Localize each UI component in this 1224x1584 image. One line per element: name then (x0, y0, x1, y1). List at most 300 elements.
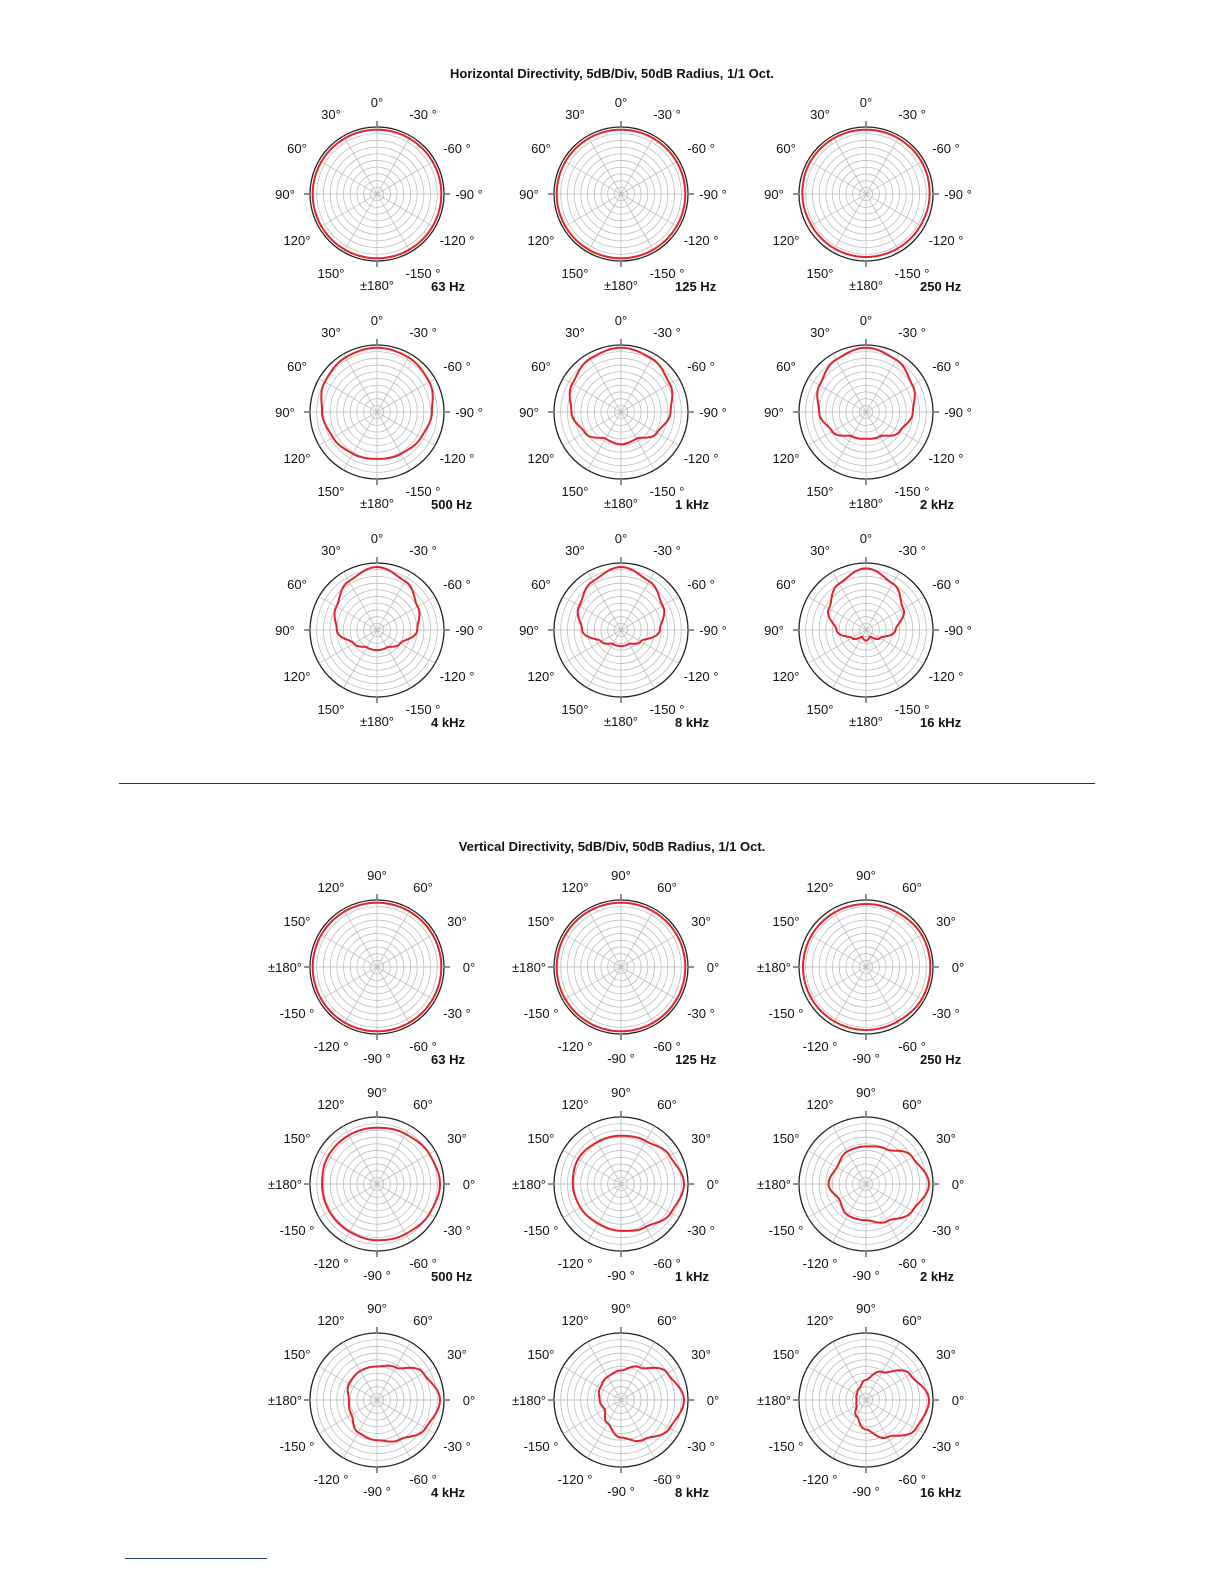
angle-label: -60 ° (653, 1472, 681, 1487)
frequency-band-label: 16 kHz (920, 1485, 962, 1500)
angle-label: 0° (370, 313, 384, 328)
polar-response-curve (829, 1146, 930, 1222)
polar-spoke (563, 161, 621, 195)
angle-label: 120° (527, 669, 555, 684)
polar-spoke (319, 967, 377, 1001)
polar-spoke (808, 161, 866, 195)
polar-spoke (588, 1126, 622, 1184)
angle-label: -150 ° (523, 1439, 559, 1454)
angle-label: 120° (317, 1097, 345, 1112)
polar-spoke (866, 136, 900, 194)
polar-spoke (377, 161, 435, 195)
polar-spoke (866, 597, 924, 631)
vertical-directivity-title: Vertical Directivity, 5dB/Div, 50dB Radius, 1/1 Oct. (458, 839, 766, 854)
angle-label: ±180° (603, 714, 639, 729)
angle-label: 30° (936, 1347, 956, 1362)
polar-spoke (621, 412, 655, 470)
polar-spoke (563, 1367, 621, 1401)
angle-label: -150 ° (405, 702, 441, 717)
angle-label: -120 ° (439, 233, 475, 248)
angle-label: -30 ° (932, 1439, 960, 1454)
angle-label: -90 ° (607, 1051, 635, 1066)
angle-label: ±180° (756, 960, 792, 975)
polar-plot-horizontal-1-khz (519, 313, 727, 512)
angle-label: 30° (691, 1131, 711, 1146)
angle-label: 30° (321, 107, 341, 122)
angle-label: 30° (565, 107, 585, 122)
angle-label: -150 ° (405, 266, 441, 281)
polar-spoke (808, 412, 866, 446)
frequency-band-label: 250 Hz (920, 1052, 962, 1067)
angle-label: 120° (283, 233, 311, 248)
angle-label: ±180° (359, 278, 395, 293)
angle-label: -150 ° (894, 702, 930, 717)
angle-label: 30° (321, 543, 341, 558)
angle-label: 60° (287, 577, 307, 592)
polar-spoke (808, 630, 866, 664)
angle-label: -150 ° (649, 702, 685, 717)
angle-label: -90 ° (455, 623, 483, 638)
polar-spoke (621, 161, 679, 195)
polar-spoke (833, 967, 867, 1025)
angle-label: 90° (519, 623, 539, 638)
angle-label: 90° (856, 1301, 876, 1316)
polar-plot-horizontal-2-khz (764, 313, 972, 512)
polar-plot-horizontal-250-hz (764, 95, 972, 294)
polar-spoke (621, 909, 655, 967)
angle-label: 120° (283, 451, 311, 466)
polar-spoke (833, 194, 867, 252)
angle-label: -30 ° (898, 325, 926, 340)
polar-spoke (344, 1184, 378, 1242)
angle-label: -90 ° (607, 1484, 635, 1499)
polar-spoke (621, 630, 679, 664)
frequency-band-label: 125 Hz (675, 1052, 717, 1067)
angle-label: 150° (772, 914, 800, 929)
angle-label: 30° (810, 107, 830, 122)
angle-label: 0° (370, 531, 384, 546)
polar-spoke (563, 1151, 621, 1185)
angle-label: 150° (806, 484, 834, 499)
angle-label: -60 ° (653, 1256, 681, 1271)
angle-label: -60 ° (898, 1256, 926, 1271)
angle-label: 90° (764, 187, 784, 202)
angle-label: 30° (810, 543, 830, 558)
angle-label: -150 ° (279, 1223, 315, 1238)
angle-label: 150° (527, 914, 555, 929)
polar-response-curve (599, 1366, 684, 1441)
angle-label: 60° (657, 1313, 677, 1328)
angle-label: 120° (283, 669, 311, 684)
polar-spoke (344, 967, 378, 1025)
polar-spoke (833, 1184, 867, 1242)
polar-spoke (563, 630, 621, 664)
angle-label: 90° (764, 623, 784, 638)
angle-label: 60° (902, 880, 922, 895)
polar-spoke (621, 967, 679, 1001)
angle-label: ±180° (603, 278, 639, 293)
angle-label: 90° (856, 868, 876, 883)
angle-label: -90 ° (699, 187, 727, 202)
polar-plot-vertical-2-khz (757, 1085, 964, 1284)
angle-label: 150° (283, 914, 311, 929)
angle-label: 150° (561, 266, 589, 281)
angle-label: -120 ° (313, 1256, 349, 1271)
angle-label: 90° (611, 1085, 631, 1100)
frequency-band-label: 8 kHz (675, 715, 709, 730)
polar-spoke (866, 1184, 900, 1242)
angle-label: -90 ° (944, 623, 972, 638)
polar-spoke (808, 194, 866, 228)
angle-label: -30 ° (687, 1439, 715, 1454)
angle-label: 120° (317, 880, 345, 895)
polar-spoke (377, 412, 411, 470)
polar-spoke (866, 572, 900, 630)
polar-spoke (377, 1342, 411, 1400)
angle-label: 30° (810, 325, 830, 340)
angle-label: -30 ° (409, 325, 437, 340)
polar-plot-vertical-16-khz (757, 1301, 964, 1500)
polar-spoke (621, 136, 655, 194)
polar-spoke (833, 630, 867, 688)
polar-spoke (377, 630, 435, 664)
angle-label: 0° (951, 1393, 965, 1408)
polar-spoke (866, 161, 924, 195)
polar-spoke (319, 630, 377, 664)
angle-label: 0° (462, 1177, 476, 1192)
polar-spoke (563, 967, 621, 1001)
frequency-band-label: 2 kHz (920, 497, 954, 512)
angle-label: 30° (447, 1347, 467, 1362)
angle-label: 150° (283, 1347, 311, 1362)
frequency-band-label: 500 Hz (431, 497, 473, 512)
angle-label: 90° (611, 1301, 631, 1316)
polar-spoke (833, 1400, 867, 1458)
polar-spoke (377, 379, 435, 413)
angle-label: -60 ° (932, 577, 960, 592)
frequency-band-label: 63 Hz (431, 279, 465, 294)
angle-label: -120 ° (439, 451, 475, 466)
polar-spoke (808, 1184, 866, 1218)
polar-spoke (833, 1342, 867, 1400)
angle-label: -120 ° (928, 669, 964, 684)
angle-label: -60 ° (898, 1472, 926, 1487)
angle-label: 120° (772, 669, 800, 684)
angle-label: 90° (519, 405, 539, 420)
polar-spoke (621, 1342, 655, 1400)
polar-spoke (866, 354, 900, 412)
polar-spoke (833, 909, 867, 967)
angle-label: 60° (776, 141, 796, 156)
angle-label: 120° (527, 233, 555, 248)
polar-spoke (588, 412, 622, 470)
angle-label: 150° (527, 1347, 555, 1362)
angle-label: -120 ° (557, 1039, 593, 1054)
angle-label: -90 ° (363, 1268, 391, 1283)
angle-label: 0° (706, 960, 720, 975)
angle-label: 120° (806, 1097, 834, 1112)
polar-spoke (588, 1184, 622, 1242)
angle-label: -150 ° (649, 266, 685, 281)
angle-label: 150° (283, 1131, 311, 1146)
polar-plot-vertical-8-khz (512, 1301, 719, 1500)
angle-label: ±180° (359, 496, 395, 511)
angle-label: -150 ° (894, 266, 930, 281)
polar-spoke (563, 194, 621, 228)
angle-label: 60° (776, 577, 796, 592)
angle-label: 120° (772, 233, 800, 248)
angle-label: 90° (367, 868, 387, 883)
angle-label: ±180° (756, 1393, 792, 1408)
polar-spoke (344, 354, 378, 412)
angle-label: ±180° (267, 1393, 303, 1408)
angle-label: 30° (691, 1347, 711, 1362)
polar-spoke (319, 597, 377, 631)
angle-label: 120° (561, 880, 589, 895)
polar-plot-horizontal-63-hz (275, 95, 483, 294)
angle-label: -30 ° (653, 543, 681, 558)
polar-spoke (588, 136, 622, 194)
angle-label: 150° (317, 266, 345, 281)
angle-label: 0° (859, 95, 873, 110)
polar-response-curve (348, 1366, 440, 1442)
polar-spoke (866, 967, 924, 1001)
angle-label: -150 ° (649, 484, 685, 499)
polar-spoke (621, 354, 655, 412)
polar-spoke (866, 412, 900, 470)
angle-label: -90 ° (699, 405, 727, 420)
angle-label: 150° (772, 1347, 800, 1362)
angle-label: ±180° (511, 960, 547, 975)
angle-label: -90 ° (607, 1268, 635, 1283)
angle-label: -150 ° (768, 1439, 804, 1454)
angle-label: 60° (902, 1313, 922, 1328)
polar-spoke (377, 1367, 435, 1401)
angle-label: -30 ° (409, 543, 437, 558)
angle-label: -120 ° (683, 451, 719, 466)
polar-plot-vertical-4-khz (268, 1301, 475, 1500)
polar-spoke (377, 194, 411, 252)
angle-label: -60 ° (687, 577, 715, 592)
angle-label: ±180° (511, 1393, 547, 1408)
angle-label: -120 ° (683, 669, 719, 684)
polar-spoke (377, 934, 435, 968)
angle-label: -150 ° (523, 1006, 559, 1021)
angle-label: 30° (565, 543, 585, 558)
polar-spoke (588, 967, 622, 1025)
polar-spoke (588, 194, 622, 252)
polar-spoke (866, 1151, 924, 1185)
angle-label: -90 ° (852, 1051, 880, 1066)
polar-spoke (563, 597, 621, 631)
polar-spoke (621, 1367, 679, 1401)
angle-label: 0° (859, 531, 873, 546)
angle-label: 150° (772, 1131, 800, 1146)
frequency-band-label: 500 Hz (431, 1269, 473, 1284)
angle-label: -30 ° (443, 1006, 471, 1021)
polar-spoke (319, 194, 377, 228)
angle-label: 150° (561, 702, 589, 717)
horizontal-directivity-title: Horizontal Directivity, 5dB/Div, 50dB Radius, 1/1 Oct. (450, 66, 774, 81)
angle-label: -150 ° (523, 1223, 559, 1238)
angle-label: ±180° (267, 960, 303, 975)
angle-label: 90° (519, 187, 539, 202)
angle-label: 60° (531, 141, 551, 156)
angle-label: -90 ° (852, 1268, 880, 1283)
angle-label: -30 ° (653, 107, 681, 122)
polar-spoke (866, 909, 900, 967)
frequency-band-label: 1 kHz (675, 497, 709, 512)
polar-spoke (377, 136, 411, 194)
angle-label: -150 ° (279, 1439, 315, 1454)
polar-spoke (344, 909, 378, 967)
angle-label: 60° (657, 1097, 677, 1112)
angle-label: 150° (317, 484, 345, 499)
angle-label: -30 ° (932, 1006, 960, 1021)
angle-label: -60 ° (409, 1256, 437, 1271)
angle-label: 90° (856, 1085, 876, 1100)
polar-spoke (808, 934, 866, 968)
angle-label: 0° (370, 95, 384, 110)
angle-label: 120° (772, 451, 800, 466)
angle-label: ±180° (848, 714, 884, 729)
polar-spoke (833, 354, 867, 412)
angle-label: 150° (317, 702, 345, 717)
angle-label: 60° (413, 880, 433, 895)
frequency-band-label: 4 kHz (431, 1485, 465, 1500)
angle-label: -60 ° (409, 1472, 437, 1487)
angle-label: 30° (936, 914, 956, 929)
angle-label: 90° (367, 1301, 387, 1316)
polar-spoke (866, 934, 924, 968)
angle-label: ±180° (267, 1177, 303, 1192)
angle-label: -90 ° (852, 1484, 880, 1499)
angle-label: ±180° (359, 714, 395, 729)
polar-spoke (833, 572, 867, 630)
polar-spoke (866, 412, 924, 446)
angle-label: -150 ° (768, 1223, 804, 1238)
angle-label: 120° (806, 880, 834, 895)
polar-spoke (344, 412, 378, 470)
angle-label: 0° (614, 531, 628, 546)
frequency-band-label: 4 kHz (431, 715, 465, 730)
polar-spoke (588, 909, 622, 967)
angle-label: 60° (902, 1097, 922, 1112)
angle-label: -90 ° (455, 187, 483, 202)
angle-label: -120 ° (557, 1472, 593, 1487)
polar-spoke (377, 354, 411, 412)
angle-label: 0° (951, 1177, 965, 1192)
angle-label: -150 ° (279, 1006, 315, 1021)
angle-label: 60° (413, 1313, 433, 1328)
polar-spoke (808, 967, 866, 1001)
angle-label: -120 ° (928, 233, 964, 248)
angle-label: ±180° (848, 278, 884, 293)
polar-plot-horizontal-500-hz (275, 313, 483, 512)
polar-spoke (319, 161, 377, 195)
polar-spoke (866, 967, 900, 1025)
angle-label: -60 ° (932, 141, 960, 156)
angle-label: -60 ° (409, 1039, 437, 1054)
polar-spoke (833, 1126, 867, 1184)
angle-label: -30 ° (443, 1223, 471, 1238)
polar-plot-vertical-1-khz (512, 1085, 719, 1284)
polar-spoke (377, 194, 435, 228)
angle-label: -120 ° (802, 1039, 838, 1054)
polar-spoke (866, 1400, 900, 1458)
polar-spoke (621, 597, 679, 631)
angle-label: -30 ° (687, 1223, 715, 1238)
polar-spoke (377, 967, 435, 1001)
angle-label: 30° (565, 325, 585, 340)
polar-spoke (866, 194, 924, 228)
polar-spoke (621, 194, 655, 252)
polar-spoke (319, 379, 377, 413)
angle-label: -60 ° (898, 1039, 926, 1054)
frequency-band-label: 63 Hz (431, 1052, 465, 1067)
angle-label: 30° (321, 325, 341, 340)
angle-label: -30 ° (898, 543, 926, 558)
angle-label: -30 ° (898, 107, 926, 122)
angle-label: -90 ° (944, 187, 972, 202)
frequency-band-label: 8 kHz (675, 1485, 709, 1500)
polar-spoke (319, 934, 377, 968)
angle-label: -90 ° (699, 623, 727, 638)
frequency-band-label: 250 Hz (920, 279, 962, 294)
angle-label: 120° (561, 1313, 589, 1328)
polar-spoke (833, 136, 867, 194)
angle-label: ±180° (603, 496, 639, 511)
polar-spoke (808, 597, 866, 631)
frequency-band-label: 2 kHz (920, 1269, 954, 1284)
polar-spoke (563, 1184, 621, 1218)
angle-label: -120 ° (802, 1472, 838, 1487)
polar-spoke (319, 1184, 377, 1218)
angle-label: -150 ° (768, 1006, 804, 1021)
angle-label: -60 ° (443, 359, 471, 374)
polar-plot-vertical-500-hz (268, 1085, 475, 1284)
angle-label: 0° (614, 313, 628, 328)
angle-label: 150° (527, 1131, 555, 1146)
angle-label: ±180° (848, 496, 884, 511)
angle-label: 0° (462, 960, 476, 975)
polar-spoke (621, 967, 655, 1025)
angle-label: 60° (287, 141, 307, 156)
angle-label: ±180° (756, 1177, 792, 1192)
polar-spoke (344, 194, 378, 252)
angle-label: -90 ° (363, 1484, 391, 1499)
polar-spoke (621, 1126, 655, 1184)
angle-label: -30 ° (443, 1439, 471, 1454)
angle-label: 0° (859, 313, 873, 328)
polar-spoke (563, 934, 621, 968)
angle-label: 120° (806, 1313, 834, 1328)
angle-label: 120° (561, 1097, 589, 1112)
polar-spoke (833, 412, 867, 470)
angle-label: -150 ° (894, 484, 930, 499)
angle-label: 60° (413, 1097, 433, 1112)
angle-label: -60 ° (687, 359, 715, 374)
polar-spoke (866, 1126, 900, 1184)
angle-label: 90° (275, 187, 295, 202)
angle-label: ±180° (511, 1177, 547, 1192)
angle-label: 150° (806, 266, 834, 281)
angle-label: 90° (764, 405, 784, 420)
polar-spoke (377, 630, 411, 688)
angle-label: -150 ° (405, 484, 441, 499)
angle-label: -60 ° (443, 577, 471, 592)
polar-spoke (621, 194, 679, 228)
